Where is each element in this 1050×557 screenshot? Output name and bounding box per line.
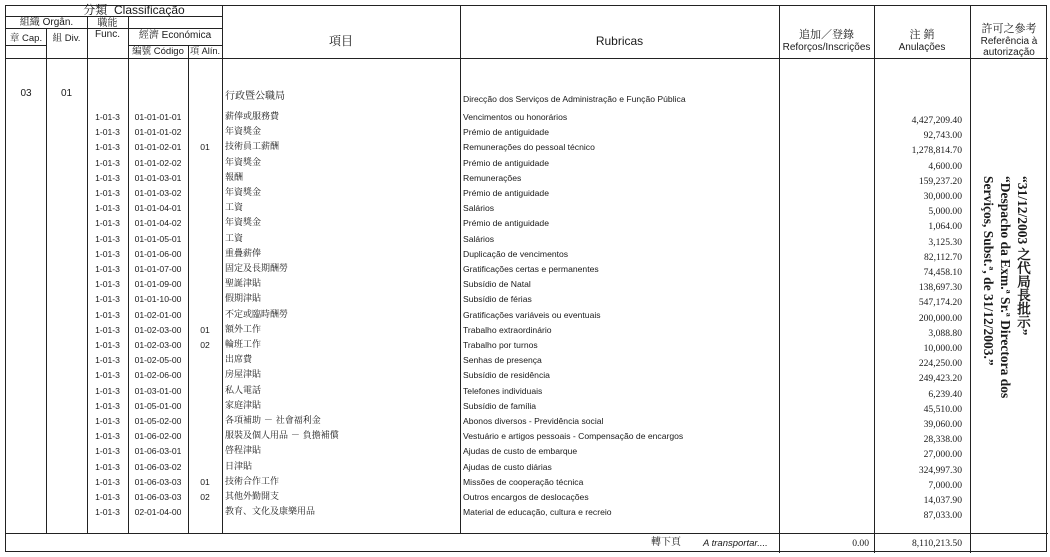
row-func: 1-01-3 — [95, 476, 120, 487]
row-rubrica-pt: Ajudas de custo diárias — [463, 461, 552, 472]
row-item-zh: 家庭津貼 — [225, 400, 262, 411]
transport-label-pt: A transportar.... — [703, 538, 768, 549]
row-rubrica-pt: Subsídio de Natal — [463, 279, 531, 290]
row-func: 1-01-3 — [95, 142, 120, 153]
row-item-zh: 私人電話 — [225, 385, 262, 396]
row-amount: 10,000.00 — [923, 343, 962, 354]
row-code: 01-01-03-01 — [134, 172, 182, 183]
row-func: 1-01-3 — [95, 248, 120, 259]
row-code: 01-03-01-00 — [134, 385, 182, 396]
row-item-zh: 各項補助 － 社會福利金 — [225, 416, 321, 426]
row-code: 01-01-09-00 — [134, 279, 182, 290]
row-code: 01-01-06-00 — [134, 248, 182, 259]
row-func: 1-01-3 — [95, 370, 120, 381]
row-code: 01-01-04-01 — [134, 203, 182, 214]
row-rubrica-pt: Senhas de presença — [463, 355, 542, 366]
row-amount: 224,250.00 — [918, 358, 962, 370]
row-rubrica-pt: Prémio de antiguidade — [463, 218, 549, 229]
row-item-zh: 不定或臨時酬勞 — [225, 309, 289, 320]
transport-label-zh: 轉下頁 — [651, 537, 681, 548]
row-amount: 14,037.90 — [923, 495, 962, 506]
row-amount: 1,064.00 — [928, 221, 962, 233]
row-code: 01-01-01-01 — [134, 112, 182, 122]
header-reforcos: 追加／登錄 Reforços/Inscrições — [782, 29, 871, 53]
row-code: 01-06-03-02 — [134, 461, 182, 472]
row-alin: 02 — [200, 492, 210, 502]
row-rubrica-pt: Salários — [463, 233, 495, 244]
row-item-zh: 啓程津貼 — [225, 446, 262, 457]
row-code: 01-01-05-01 — [134, 233, 182, 244]
row-amount: 200,000.00 — [918, 312, 962, 324]
footer-line — [6, 533, 1048, 534]
col-line-alin — [188, 45, 189, 533]
row-code: 01-06-03-01 — [134, 446, 182, 457]
row-rubrica-pt: Trabalho por turnos — [463, 340, 538, 350]
row-func: 1-01-3 — [95, 492, 120, 502]
header-organ: 組織 Orgân. — [19, 17, 74, 28]
row-item-zh: 重疊薪俸 — [225, 248, 262, 259]
row-rubrica-pt: Remunerações — [463, 172, 522, 183]
row-item-zh: 技術合作工作 — [225, 476, 280, 487]
row-code: 02-01-04-00 — [134, 507, 182, 518]
row-func: 1-01-3 — [95, 416, 120, 426]
row-item-zh: 年資獎金 — [225, 157, 262, 168]
row-alin: 01 — [200, 142, 210, 153]
header-cap: 章 Cap. — [9, 33, 43, 44]
section-div: 01 — [60, 88, 73, 99]
row-rubrica-pt: Vestuário e artigos pessoais - Compensação de encargos — [463, 431, 684, 442]
row-item-zh: 其他外勤開支 — [225, 492, 280, 502]
row-item-zh: 年資獎金 — [225, 218, 262, 229]
row-code: 01-01-03-02 — [134, 188, 182, 198]
row-rubrica-pt: Missões de cooperação técnica — [463, 476, 584, 487]
row-amount: 7,000.00 — [928, 479, 962, 491]
row-item-zh: 固定及長期酬勞 — [225, 264, 289, 274]
row-func: 1-01-3 — [95, 507, 120, 518]
row-code: 01-02-05-00 — [134, 355, 182, 366]
row-item-zh: 工資 — [225, 233, 244, 244]
row-func: 1-01-3 — [95, 127, 120, 138]
col-line-reforcos — [779, 6, 780, 553]
row-code: 01-02-03-00 — [134, 340, 182, 350]
row-func: 1-01-3 — [95, 172, 120, 183]
header-div: 組 Div. — [52, 33, 81, 44]
header-alin: 項 Alín. — [189, 46, 221, 56]
header-bottom-line — [6, 58, 1048, 59]
header-rubricas: Rubricas — [595, 34, 644, 48]
row-func: 1-01-3 — [95, 400, 120, 411]
row-amount: 27,000.00 — [923, 449, 962, 461]
row-amount: 249,423.20 — [918, 373, 962, 385]
col-line-ref — [970, 6, 971, 553]
row-func: 1-01-3 — [95, 309, 120, 320]
row-rubrica-pt: Material de educação, cultura e recreio — [463, 507, 612, 518]
row-rubrica-pt: Outros encargos de deslocações — [463, 492, 589, 502]
row-code: 01-05-01-00 — [134, 400, 182, 411]
row-rubrica-pt: Prémio de antiguidade — [463, 188, 549, 198]
header-func: 職能 Func. — [94, 18, 120, 40]
row-func: 1-01-3 — [95, 340, 120, 350]
row-func: 1-01-3 — [95, 218, 120, 229]
row-func: 1-01-3 — [95, 324, 120, 335]
row-item-zh: 技術員工薪酬 — [225, 142, 280, 153]
row-rubrica-pt: Ajudas de custo de embarque — [463, 446, 578, 457]
row-amount: 74,458.10 — [923, 267, 962, 278]
row-amount: 39,060.00 — [923, 419, 962, 430]
col-line-item — [222, 6, 223, 533]
row-item-zh: 出席費 — [225, 355, 253, 366]
row-code: 01-06-03-03 — [134, 492, 182, 502]
row-code: 01-02-01-00 — [134, 309, 182, 320]
row-item-zh: 服裝及個人用品 － 負擔補償 — [225, 431, 339, 442]
row-amount: 30,000.00 — [923, 191, 962, 202]
row-rubrica-pt: Prémio de antiguidade — [463, 127, 549, 138]
row-func: 1-01-3 — [95, 157, 120, 168]
header-anulacoes: 注 銷 Anulações — [898, 29, 946, 53]
header-referencia: 許可之參考 Referência à autorização — [980, 23, 1038, 58]
row-rubrica-pt: Vencimentos ou honorários — [463, 112, 568, 122]
row-amount: 3,125.30 — [928, 236, 962, 248]
row-alin: 02 — [200, 340, 210, 350]
row-item-zh: 年資獎金 — [225, 188, 262, 198]
row-item-zh: 教育、文化及康樂用品 — [225, 507, 316, 518]
col-line-div — [46, 28, 47, 533]
row-amount: 547,174.20 — [918, 297, 962, 309]
row-code: 01-01-02-01 — [134, 142, 182, 153]
row-item-zh: 房屋津貼 — [225, 370, 262, 381]
row-rubrica-pt: Gratificações certas e permanentes — [463, 264, 599, 274]
row-rubrica-pt: Duplicação de vencimentos — [463, 248, 569, 259]
row-rubrica-pt: Subsídio de residência — [463, 370, 550, 381]
row-code: 01-01-02-02 — [134, 157, 182, 168]
row-func: 1-01-3 — [95, 446, 120, 457]
row-rubrica-pt: Trabalho extraordinário — [463, 324, 552, 335]
row-func: 1-01-3 — [95, 203, 120, 214]
row-code: 01-02-06-00 — [134, 370, 182, 381]
row-rubrica-pt: Prémio de antiguidade — [463, 157, 549, 168]
row-code: 01-01-07-00 — [134, 264, 182, 274]
row-rubrica-pt: Telefones individuais — [463, 385, 543, 396]
row-amount: 4,600.00 — [928, 160, 962, 172]
row-func: 1-01-3 — [95, 355, 120, 366]
row-amount: 138,697.30 — [918, 282, 962, 294]
row-code: 01-01-01-02 — [134, 127, 182, 138]
header-econ: 經濟 Económica — [138, 30, 212, 41]
row-amount: 87,033.00 — [923, 510, 962, 522]
row-item-zh: 額外工作 — [225, 324, 262, 335]
row-rubrica-pt: Gratificações variáveis ou eventuais — [463, 309, 601, 320]
row-item-zh: 年資獎金 — [225, 127, 262, 138]
row-alin: 01 — [200, 324, 210, 335]
header-line-sub2 — [6, 45, 46, 46]
row-code: 01-06-02-00 — [134, 431, 182, 442]
row-func: 1-01-3 — [95, 431, 120, 442]
row-amount: 4,427,209.40 — [911, 115, 962, 126]
row-amount: 324,997.30 — [918, 464, 962, 476]
row-item-zh: 假期津貼 — [225, 294, 262, 305]
section-name-zh: 行政暨公職局 — [225, 91, 285, 102]
row-item-zh: 報酬 — [225, 172, 244, 183]
row-rubrica-pt: Salários — [463, 203, 495, 214]
header-item: 項目 — [328, 34, 353, 48]
reforcos-total: 0.00 — [852, 538, 869, 549]
col-line-rubricas — [460, 6, 461, 533]
section-cap: 03 — [20, 88, 32, 99]
row-alin: 01 — [200, 476, 210, 487]
row-func: 1-01-3 — [95, 233, 120, 244]
row-item-zh: 聖誕津貼 — [225, 279, 262, 290]
budget-table — [5, 5, 1047, 552]
row-func: 1-01-3 — [95, 385, 120, 396]
row-amount: 92,743.00 — [923, 130, 962, 142]
row-amount: 28,338.00 — [923, 434, 962, 446]
row-item-zh: 工資 — [225, 203, 244, 214]
row-func: 1-01-3 — [95, 461, 120, 472]
row-code: 01-01-10-00 — [134, 294, 182, 305]
header-classification: 分類 Classificação — [83, 3, 185, 17]
row-amount: 6,239.40 — [928, 388, 962, 400]
row-amount: 5,000.00 — [928, 206, 962, 218]
row-func: 1-01-3 — [95, 264, 120, 274]
row-item-zh: 輪班工作 — [225, 340, 262, 350]
row-rubrica-pt: Abonos diversos - Previdência social — [463, 416, 604, 426]
row-rubrica-pt: Remunerações do pessoal técnico — [463, 142, 595, 153]
row-func: 1-01-3 — [95, 112, 120, 122]
row-func: 1-01-3 — [95, 188, 120, 198]
row-amount: 82,112.70 — [923, 251, 962, 263]
section-name-pt: Direcção dos Serviços de Administração e Função Pública — [463, 94, 686, 104]
row-code: 01-01-04-02 — [134, 218, 182, 229]
row-code: 01-02-03-00 — [134, 324, 182, 335]
row-item-zh: 薪俸或服務費 — [225, 112, 280, 122]
row-rubrica-pt: Subsídio de férias — [463, 294, 532, 305]
header-codigo: 編號 Código — [132, 46, 184, 57]
row-item-zh: 日津貼 — [225, 461, 253, 472]
row-amount: 159,237.20 — [918, 175, 962, 187]
row-amount: 45,510.00 — [923, 403, 962, 415]
row-code: 01-06-03-03 — [134, 476, 182, 487]
row-code: 01-05-02-00 — [134, 416, 182, 426]
row-rubrica-pt: Subsídio de família — [463, 400, 537, 411]
row-func: 1-01-3 — [95, 294, 120, 305]
row-amount: 1,278,814.70 — [911, 145, 962, 157]
anulacoes-total: 8,110,213.50 — [911, 538, 962, 549]
row-amount: 3,088.80 — [928, 327, 962, 339]
authorization-note: “31/12/2003 之代局長批示” “Despacho da Exm.ª Sr.ª Directora dos Serviços, Subst.ª, de 31/12/2003.” — [981, 176, 1030, 399]
row-func: 1-01-3 — [95, 279, 120, 290]
